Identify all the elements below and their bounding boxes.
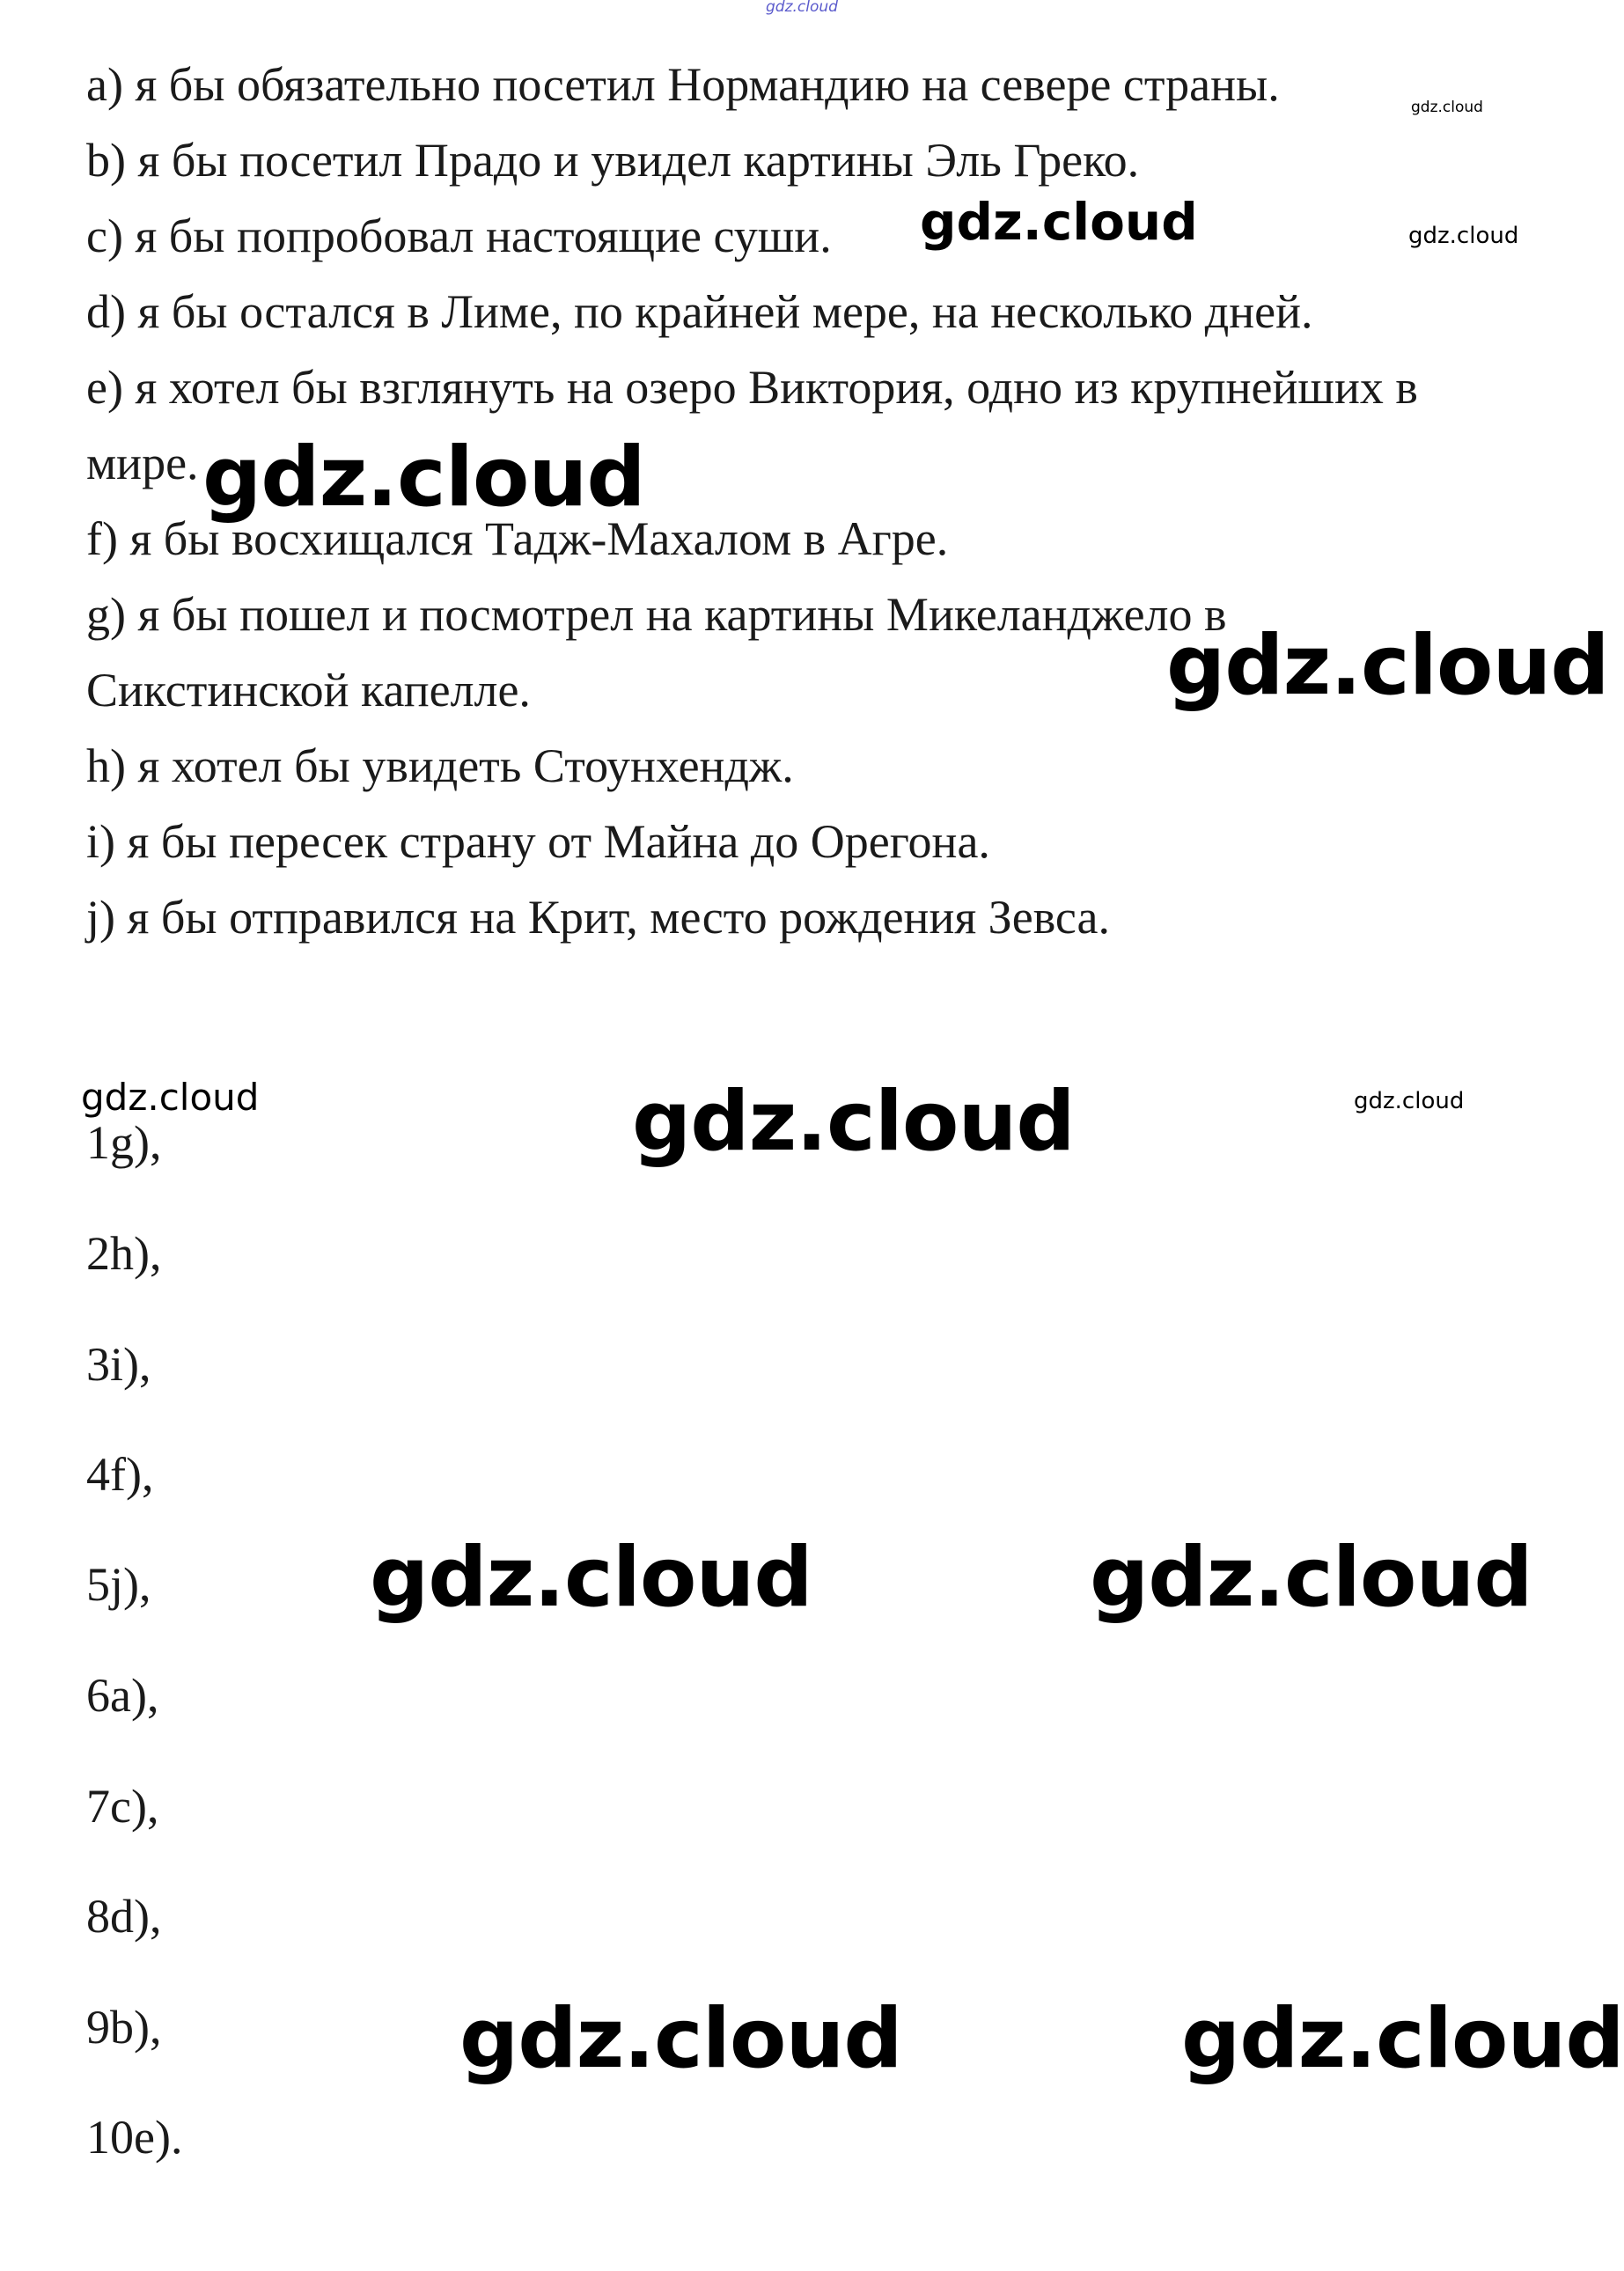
answer-6: 6a), — [86, 1669, 159, 1722]
watermark: gdz.cloud — [1090, 1530, 1532, 1626]
watermark: gdz.cloud — [459, 1991, 902, 2087]
sentence-d: d) я бы остался в Лиме, по крайней мере, на несколько дней. — [86, 285, 1313, 338]
watermark: gdz.cloud — [920, 192, 1198, 252]
answer-3: 3i), — [86, 1338, 151, 1391]
answer-1: 1g), — [86, 1116, 162, 1169]
sentence-e: e) я хотел бы взглянуть на озеро Виктория, одно из крупнейших в — [86, 361, 1418, 414]
sentence-b: b) я бы посетил Прадо и увидел картины Эль Греко. — [86, 134, 1140, 187]
sentence-f: f) я бы восхищался Тадж-Махалом в Агре. — [86, 512, 949, 565]
watermark: gdz.cloud — [1354, 1088, 1465, 1114]
sentence-a: a) я бы обязательно посетил Нормандию на севере страны. — [86, 58, 1280, 111]
sentence-j: j) я бы отправился на Крит, место рождения Зевса. — [86, 891, 1110, 944]
sentence-h: h) я хотел бы увидеть Стоунхендж. — [86, 739, 794, 792]
sentence-g-continued: Сикстинской капелле. — [86, 664, 531, 717]
watermark: gdz.cloud — [1408, 223, 1519, 249]
sentence-c: c) я бы попробовал настоящие суши. — [86, 209, 832, 262]
sentence-i: i) я бы пересек страну от Майна до Орегона. — [86, 815, 990, 868]
answer-7: 7c), — [86, 1780, 159, 1833]
watermark: gdz.cloud — [202, 430, 645, 525]
answer-8: 8d), — [86, 1890, 162, 1943]
answer-10: 10e). — [86, 2111, 183, 2164]
watermark: gdz.cloud — [81, 1076, 260, 1119]
watermark: gdz.cloud — [1166, 618, 1609, 714]
watermark-top: gdz.cloud — [766, 0, 838, 16]
answer-2: 2h), — [86, 1227, 162, 1280]
watermark: gdz.cloud — [1181, 1991, 1624, 2087]
answer-5: 5j), — [86, 1558, 151, 1611]
answer-4: 4f), — [86, 1448, 154, 1501]
watermark: gdz.cloud — [632, 1074, 1075, 1170]
sentence-g: g) я бы пошел и посмотрел на картины Микеланджело в — [86, 588, 1227, 641]
watermark: gdz.cloud — [370, 1530, 812, 1626]
answer-9: 9b), — [86, 2001, 162, 2054]
watermark: gdz.cloud — [1411, 99, 1483, 116]
sentence-e-continued: мире. — [86, 437, 199, 489]
